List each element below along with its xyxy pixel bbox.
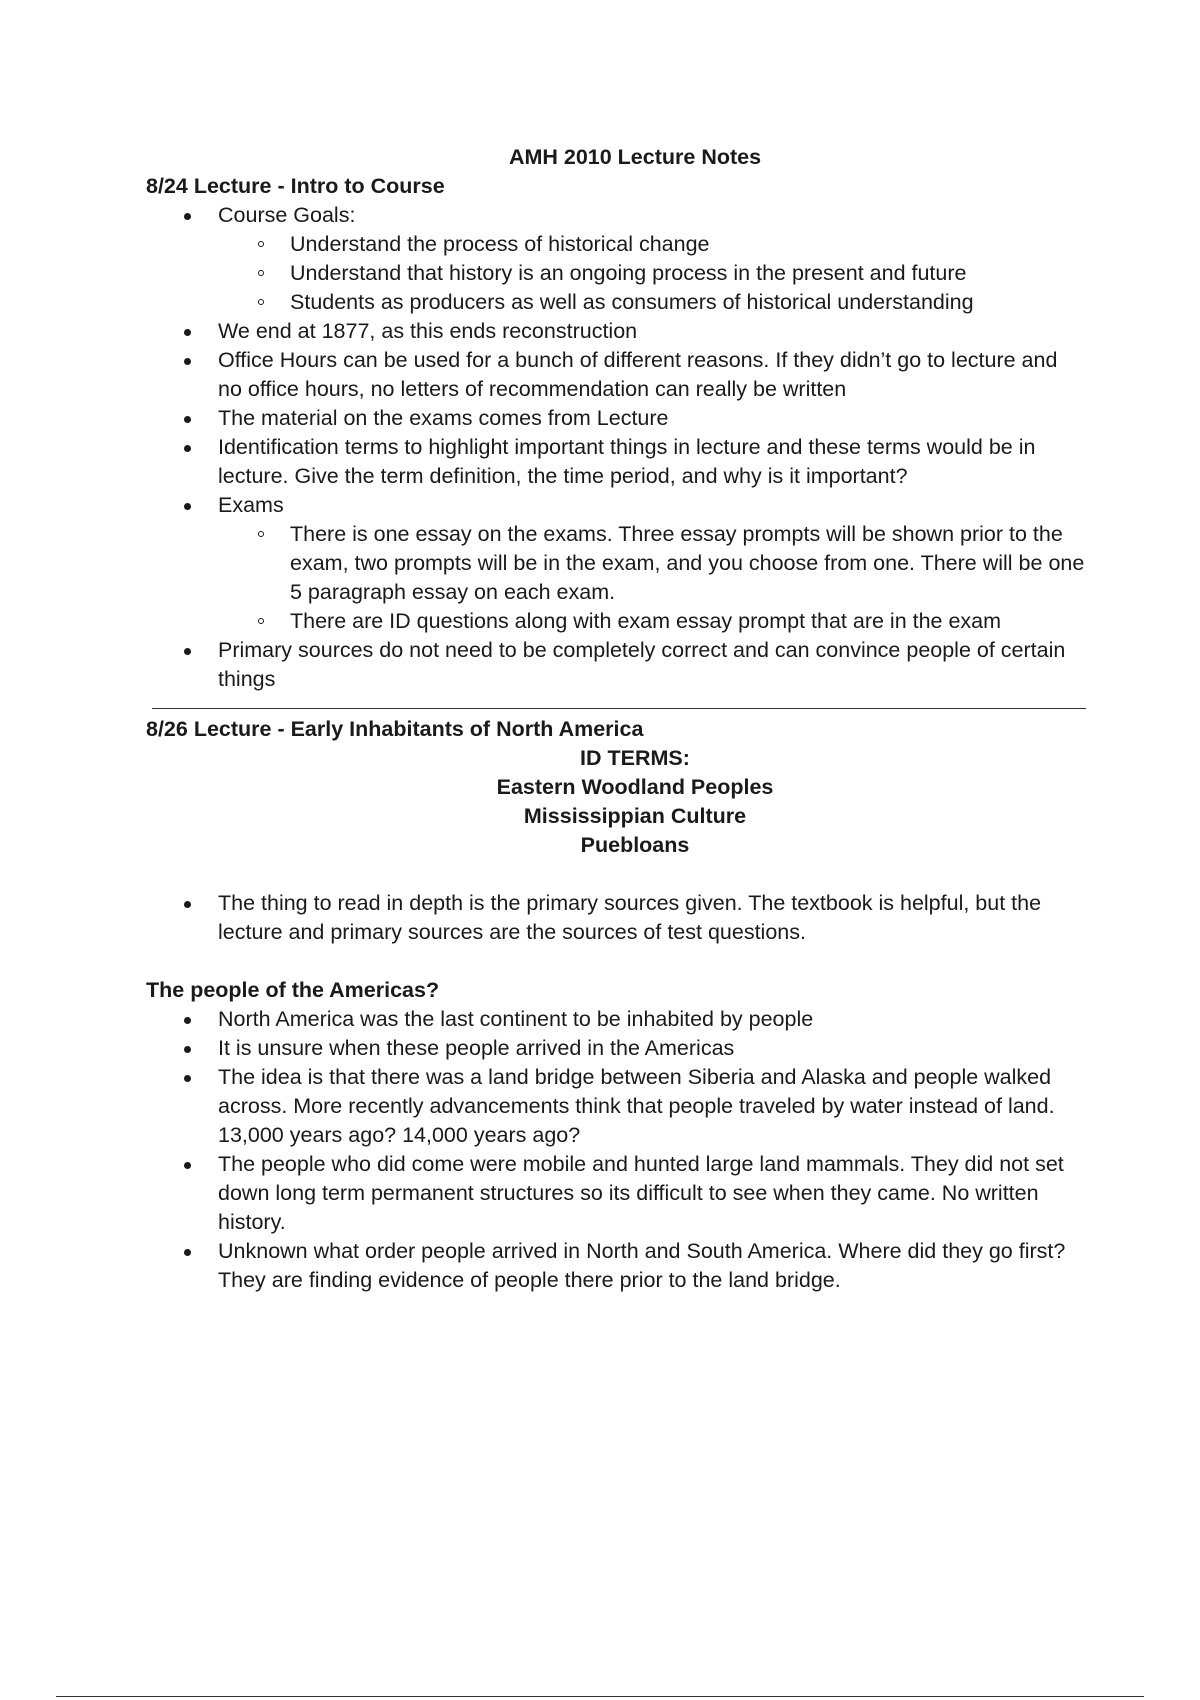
list-item: North America was the last continent to be inhabited by people xyxy=(146,1005,1086,1034)
list-item: We end at 1877, as this ends reconstruction xyxy=(146,317,1086,346)
lecture-1-bullets xyxy=(146,201,1086,694)
list-item: Identification terms to highlight important things in lecture and these terms would be in lecture. Give the term definition, the time period, and why is it important? xyxy=(146,433,1086,491)
document-title: AMH 2010 Lecture Notes xyxy=(508,145,762,169)
list-item: Primary sources do not need to be completely correct and can convince people of certain things xyxy=(146,636,1086,694)
list-item: The thing to read in depth is the primary sources given. The textbook is helpful, but the lecture and primary sources are the sources of test questions. xyxy=(146,889,1086,947)
id-terms-block xyxy=(146,744,1086,860)
id-term: Puebloans xyxy=(580,833,690,857)
list-item: The material on the exams comes from Lecture xyxy=(146,404,1086,433)
list-item: Office Hours can be used for a bunch of different reasons. If they didn’t go to lecture and no office hours, no letters of recommendation can really be written xyxy=(146,346,1086,404)
americas-subheading: The people of the Americas? xyxy=(146,978,440,1002)
lecture-1-heading: 8/24 Lecture - Intro to Course xyxy=(146,174,445,198)
list-item: There are ID questions along with exam essay prompt that are in the exam xyxy=(146,607,1086,636)
list-item: Students as producers as well as consumers of historical understanding xyxy=(146,288,1086,317)
lecture-2-intro-bullets xyxy=(146,889,1086,947)
list-item: Unknown what order people arrived in North and South America. Where did they go first? They are finding evidence of people there prior to the land bridge. xyxy=(146,1237,1086,1295)
id-terms-label: ID TERMS: xyxy=(580,746,690,770)
list-item: The idea is that there was a land bridge between Siberia and Alaska and people walked across. More recently advancements think that people traveled by water instead of land. 13,000 years ago? 14,000 years ago? xyxy=(146,1063,1086,1150)
list-item: Exams There is one essay on the exams. Three essay prompts will be shown prior to the exam, two prompts will be in the exam, and you choose from one. There will be one 5 paragraph essay on each exam. There are ID questions along with exam essay prompt that are in the exam xyxy=(146,491,1086,636)
americas-bullets xyxy=(146,1005,1086,1295)
list-item: Understand the process of historical change xyxy=(146,230,1086,259)
list-item: It is unsure when these people arrived in the Americas xyxy=(146,1034,1086,1063)
list-item: Course Goals: Understand the process of historical change Understand that history is an ongoing process in the present and future Students as producers as well as consumers of historical understanding xyxy=(146,201,1086,317)
section-divider xyxy=(152,708,1086,709)
course-goals-list xyxy=(146,230,1086,317)
id-term: Eastern Woodland Peoples xyxy=(496,775,774,799)
lecture-2-heading: 8/26 Lecture - Early Inhabitants of North America xyxy=(146,717,644,741)
document-page xyxy=(146,143,1086,1295)
list-item: There is one essay on the exams. Three essay prompts will be shown prior to the exam, two prompts will be in the exam, and you choose from one. There will be one 5 paragraph essay on each exam. xyxy=(146,520,1086,607)
exams-list xyxy=(146,520,1086,636)
list-item: The people who did come were mobile and hunted large land mammals. They did not set down long term permanent structures so its difficult to see when they came. No written history. xyxy=(146,1150,1086,1237)
id-term: Mississippian Culture xyxy=(523,804,747,828)
list-item: Understand that history is an ongoing process in the present and future xyxy=(146,259,1086,288)
page-bottom-rule xyxy=(56,1696,1144,1697)
